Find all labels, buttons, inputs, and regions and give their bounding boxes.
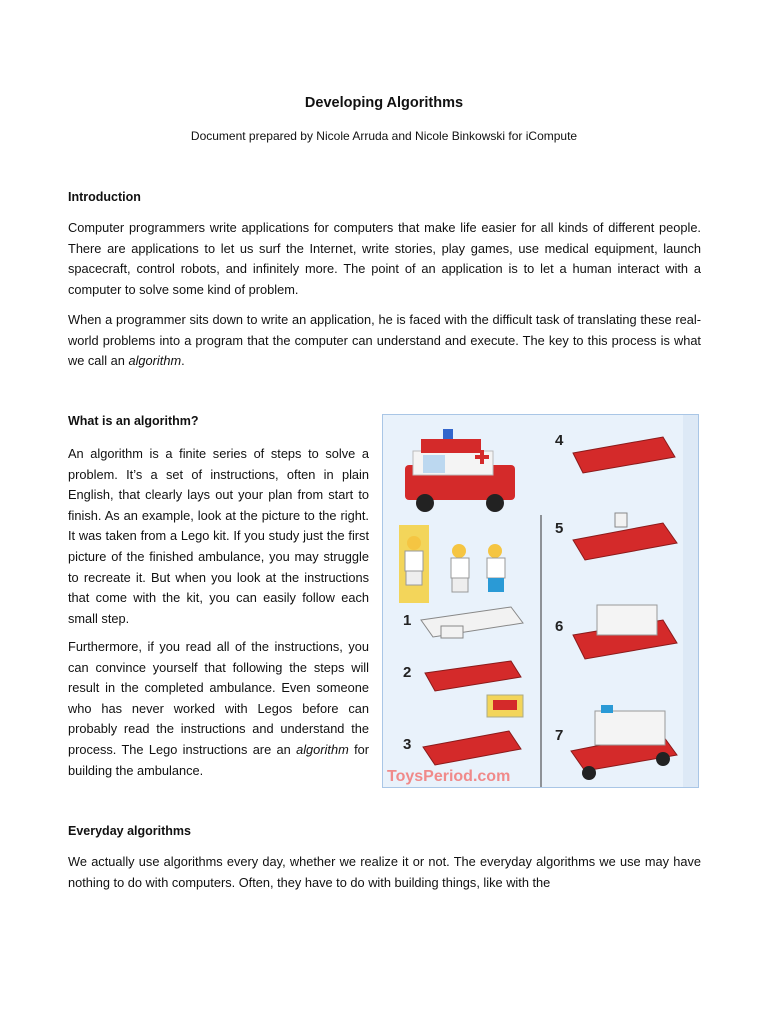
what-paragraph-2 (68, 637, 369, 781)
document-title: Developing Algorithms (304, 95, 464, 111)
document-subtitle: Document prepared by Nicole Arruda and Nicole Binkowski for iCompute (190, 129, 578, 143)
intro-p2-end: . (181, 353, 185, 369)
step-1-number: 1 (403, 612, 412, 629)
what-p2-text: Furthermore, if you read all of the instructions, you can convince yourself that following the steps will result in the completed ambulance. Even someone who has never worked with Legos before can probably read the instructions and understand the process. The Lego instructions are an (68, 639, 369, 757)
everyday-paragraph-1: We actually use algorithms every day, whether we realize it or not. The everyday algorithms we use may have nothing to do with computers. Often, they have to do with building things, like with the (68, 854, 701, 890)
step-3-number: 3 (403, 736, 412, 753)
what-is-algorithm-heading: What is an algorithm? (68, 414, 199, 428)
toysperiod-watermark: ToysPeriod.com (387, 768, 511, 785)
step-2-number: 2 (403, 664, 412, 681)
introduction-heading: Introduction (68, 190, 141, 204)
intro-p2-emphasis: algorithm (128, 353, 182, 369)
step-7-number: 7 (555, 727, 564, 744)
step-4-number: 4 (555, 432, 564, 449)
step-5-number: 5 (555, 520, 564, 537)
step-6-number: 6 (555, 618, 564, 635)
introduction-paragraph-1: Computer programmers write applications for computers that make life easier for all kinds of different people. There are applications to let us surf the Internet, write stories, play games, use medical equipment, launch spacecraft, control robots, and infinitely more. The point of an application is to let a human interact with a computer to solve some kind of problem. (68, 220, 701, 297)
lego-instructions-drawing (383, 415, 698, 787)
everyday-algorithms-heading: Everyday algorithms (68, 824, 191, 838)
what-paragraph-1: An algorithm is a finite series of steps to solve a problem. It’s a set of instructions, often in plain English, that clearly lays out your plan from start to finish. As an example, look at the picture to the right. It was taken from a Lego kit. If you study just the first picture of the finished ambulance, you may struggle to recreate it. But when you look at the instructions that come with the kit, you can easily follow each small step. (68, 446, 369, 626)
lego-instructions-image (382, 414, 699, 788)
intro-p2-text: When a programmer sits down to write an application, he is faced with the difficult task of translating these real-world problems into a program that the computer can understand and execute. The key to this process is what we call an (68, 312, 701, 369)
introduction-paragraph-2 (68, 310, 701, 372)
what-p2-end: for building the ambulance. (68, 741, 369, 778)
what-p2-emphasis: algorithm (296, 741, 349, 757)
